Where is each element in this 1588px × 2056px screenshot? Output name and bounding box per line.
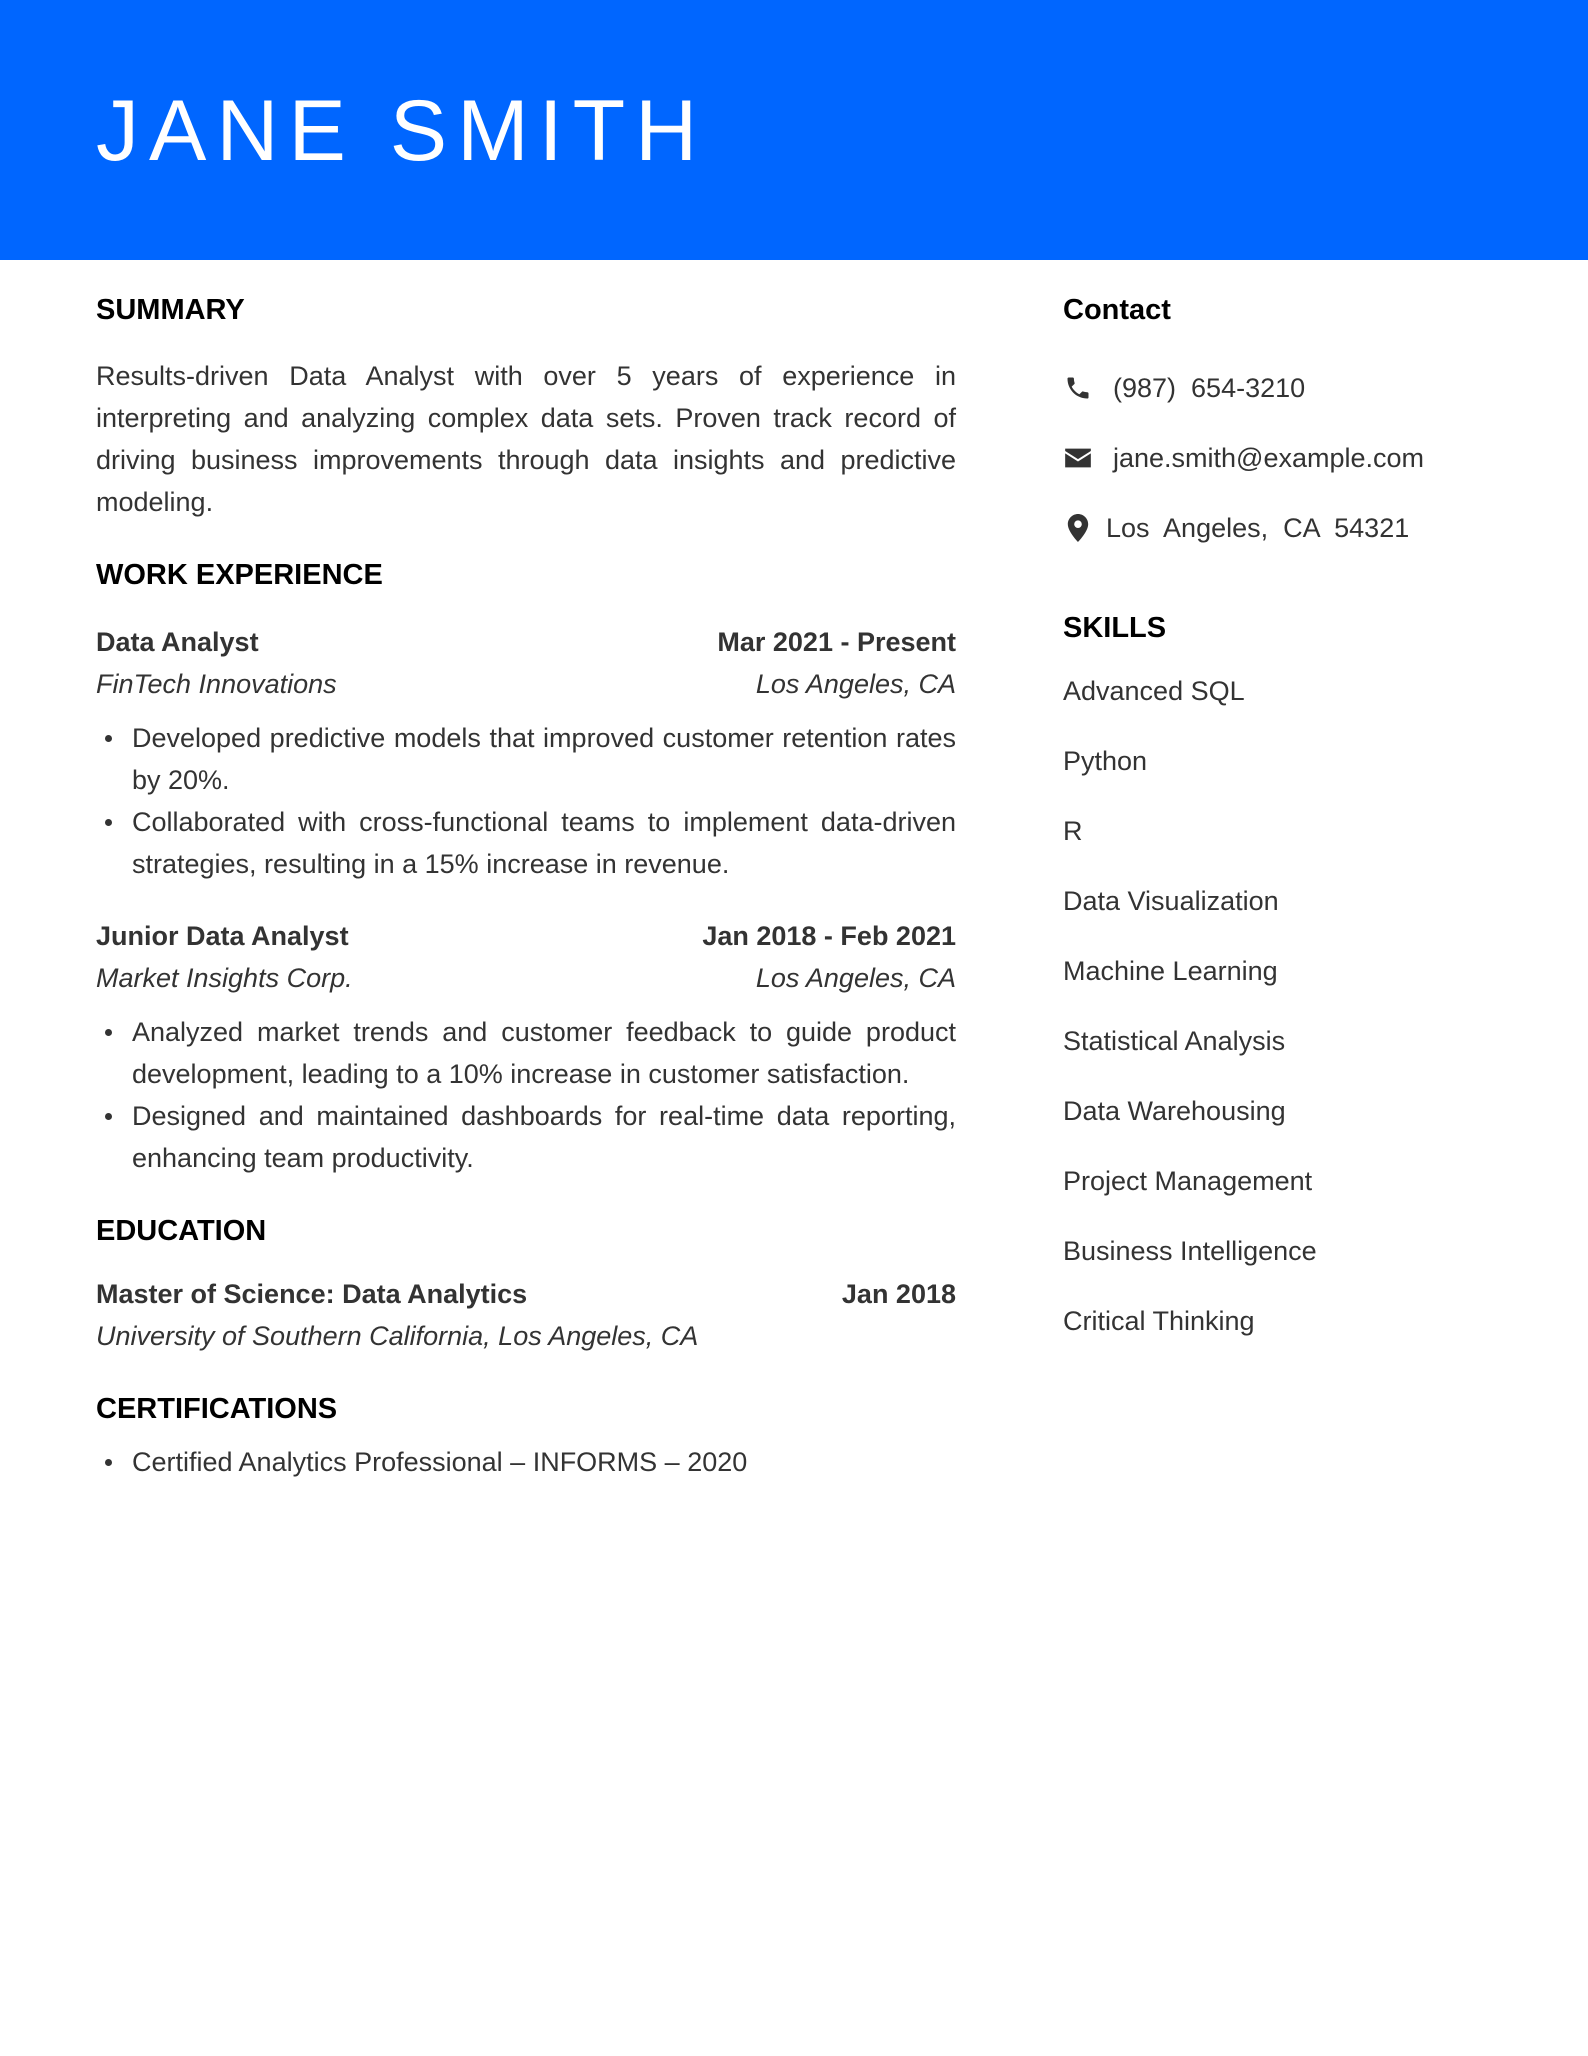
job-entry xyxy=(96,621,956,885)
education-school: University of Southern California, Los Angeles, CA xyxy=(96,1321,699,1351)
job-location: Los Angeles, CA xyxy=(755,963,956,993)
candidate-name: JANE SMITH xyxy=(96,83,708,179)
job-role: Junior Data Analyst xyxy=(96,921,349,951)
job-bullets xyxy=(96,1011,956,1179)
contact-email-text[interactable]: jane.smith@example.com xyxy=(1113,442,1425,473)
job-bullet: Developed predictive models that improved customer retention rates by 20%. xyxy=(132,717,956,801)
contact-email xyxy=(1063,438,1543,478)
job-dates: Jan 2018 - Feb 2021 xyxy=(702,921,956,951)
contact-location-text: Los Angeles, CA 54321 xyxy=(1106,512,1410,543)
skill-item: Business Intelligence xyxy=(1063,1236,1317,1266)
job-entry xyxy=(96,915,956,1179)
contact-location xyxy=(1063,508,1543,548)
job-bullets xyxy=(96,717,956,885)
job-bullet: Collaborated with cross-functional teams to implement data-driven strategies, resulting in a 15% increase in revenue. xyxy=(132,801,956,885)
certifications-title: CERTIFICATIONS xyxy=(96,1393,338,1425)
job-location: Los Angeles, CA xyxy=(755,669,956,699)
education-entry xyxy=(96,1273,956,1357)
job-role: Data Analyst xyxy=(96,627,259,657)
contact-phone xyxy=(1063,368,1543,408)
main-column xyxy=(96,290,956,1483)
certifications-list xyxy=(96,1441,956,1483)
skill-item: R xyxy=(1063,816,1083,846)
sidebar-column xyxy=(1063,290,1543,1341)
skill-item: Advanced SQL xyxy=(1063,676,1245,706)
summary-text: Results-driven Data Analyst with over 5 years of experience in interpreting and analyzing complex data sets. Proven track record of driving business improvements through data insights and predictive modeling. xyxy=(96,361,956,517)
map-pin-icon xyxy=(1063,513,1093,543)
skills-title: SKILLS xyxy=(1063,612,1167,644)
contact-title: Contact xyxy=(1063,294,1171,326)
education-date: Jan 2018 xyxy=(841,1279,956,1309)
skill-item: Critical Thinking xyxy=(1063,1306,1255,1336)
skill-item: Data Warehousing xyxy=(1063,1096,1286,1126)
education-degree: Master of Science: Data Analytics xyxy=(96,1279,528,1309)
skill-item: Statistical Analysis xyxy=(1063,1026,1286,1056)
job-bullet: Designed and maintained dashboards for real-time data reporting, enhancing team productivity. xyxy=(132,1095,956,1179)
job-dates: Mar 2021 - Present xyxy=(717,627,956,657)
education-title: EDUCATION xyxy=(96,1215,267,1247)
phone-icon xyxy=(1063,373,1093,403)
job-bullet: Analyzed market trends and customer feedback to guide product development, leading to a 10% increase in customer satisfaction. xyxy=(132,1011,956,1095)
envelope-icon xyxy=(1063,443,1093,473)
skill-item: Machine Learning xyxy=(1063,956,1278,986)
job-company: Market Insights Corp. xyxy=(96,963,353,993)
skills-list xyxy=(1063,671,1543,1341)
contact-phone-text: (987) 654-3210 xyxy=(1113,372,1306,403)
certification-item: Certified Analytics Professional – INFORMS – 2020 xyxy=(132,1441,956,1483)
work-experience-title: WORK EXPERIENCE xyxy=(96,559,383,591)
skill-item: Project Management xyxy=(1063,1166,1313,1196)
job-company: FinTech Innovations xyxy=(96,669,337,699)
header-banner xyxy=(0,0,1588,260)
contact-list xyxy=(1063,368,1543,548)
summary-title: SUMMARY xyxy=(96,294,245,326)
skill-item: Python xyxy=(1063,746,1148,776)
skill-item: Data Visualization xyxy=(1063,886,1279,916)
